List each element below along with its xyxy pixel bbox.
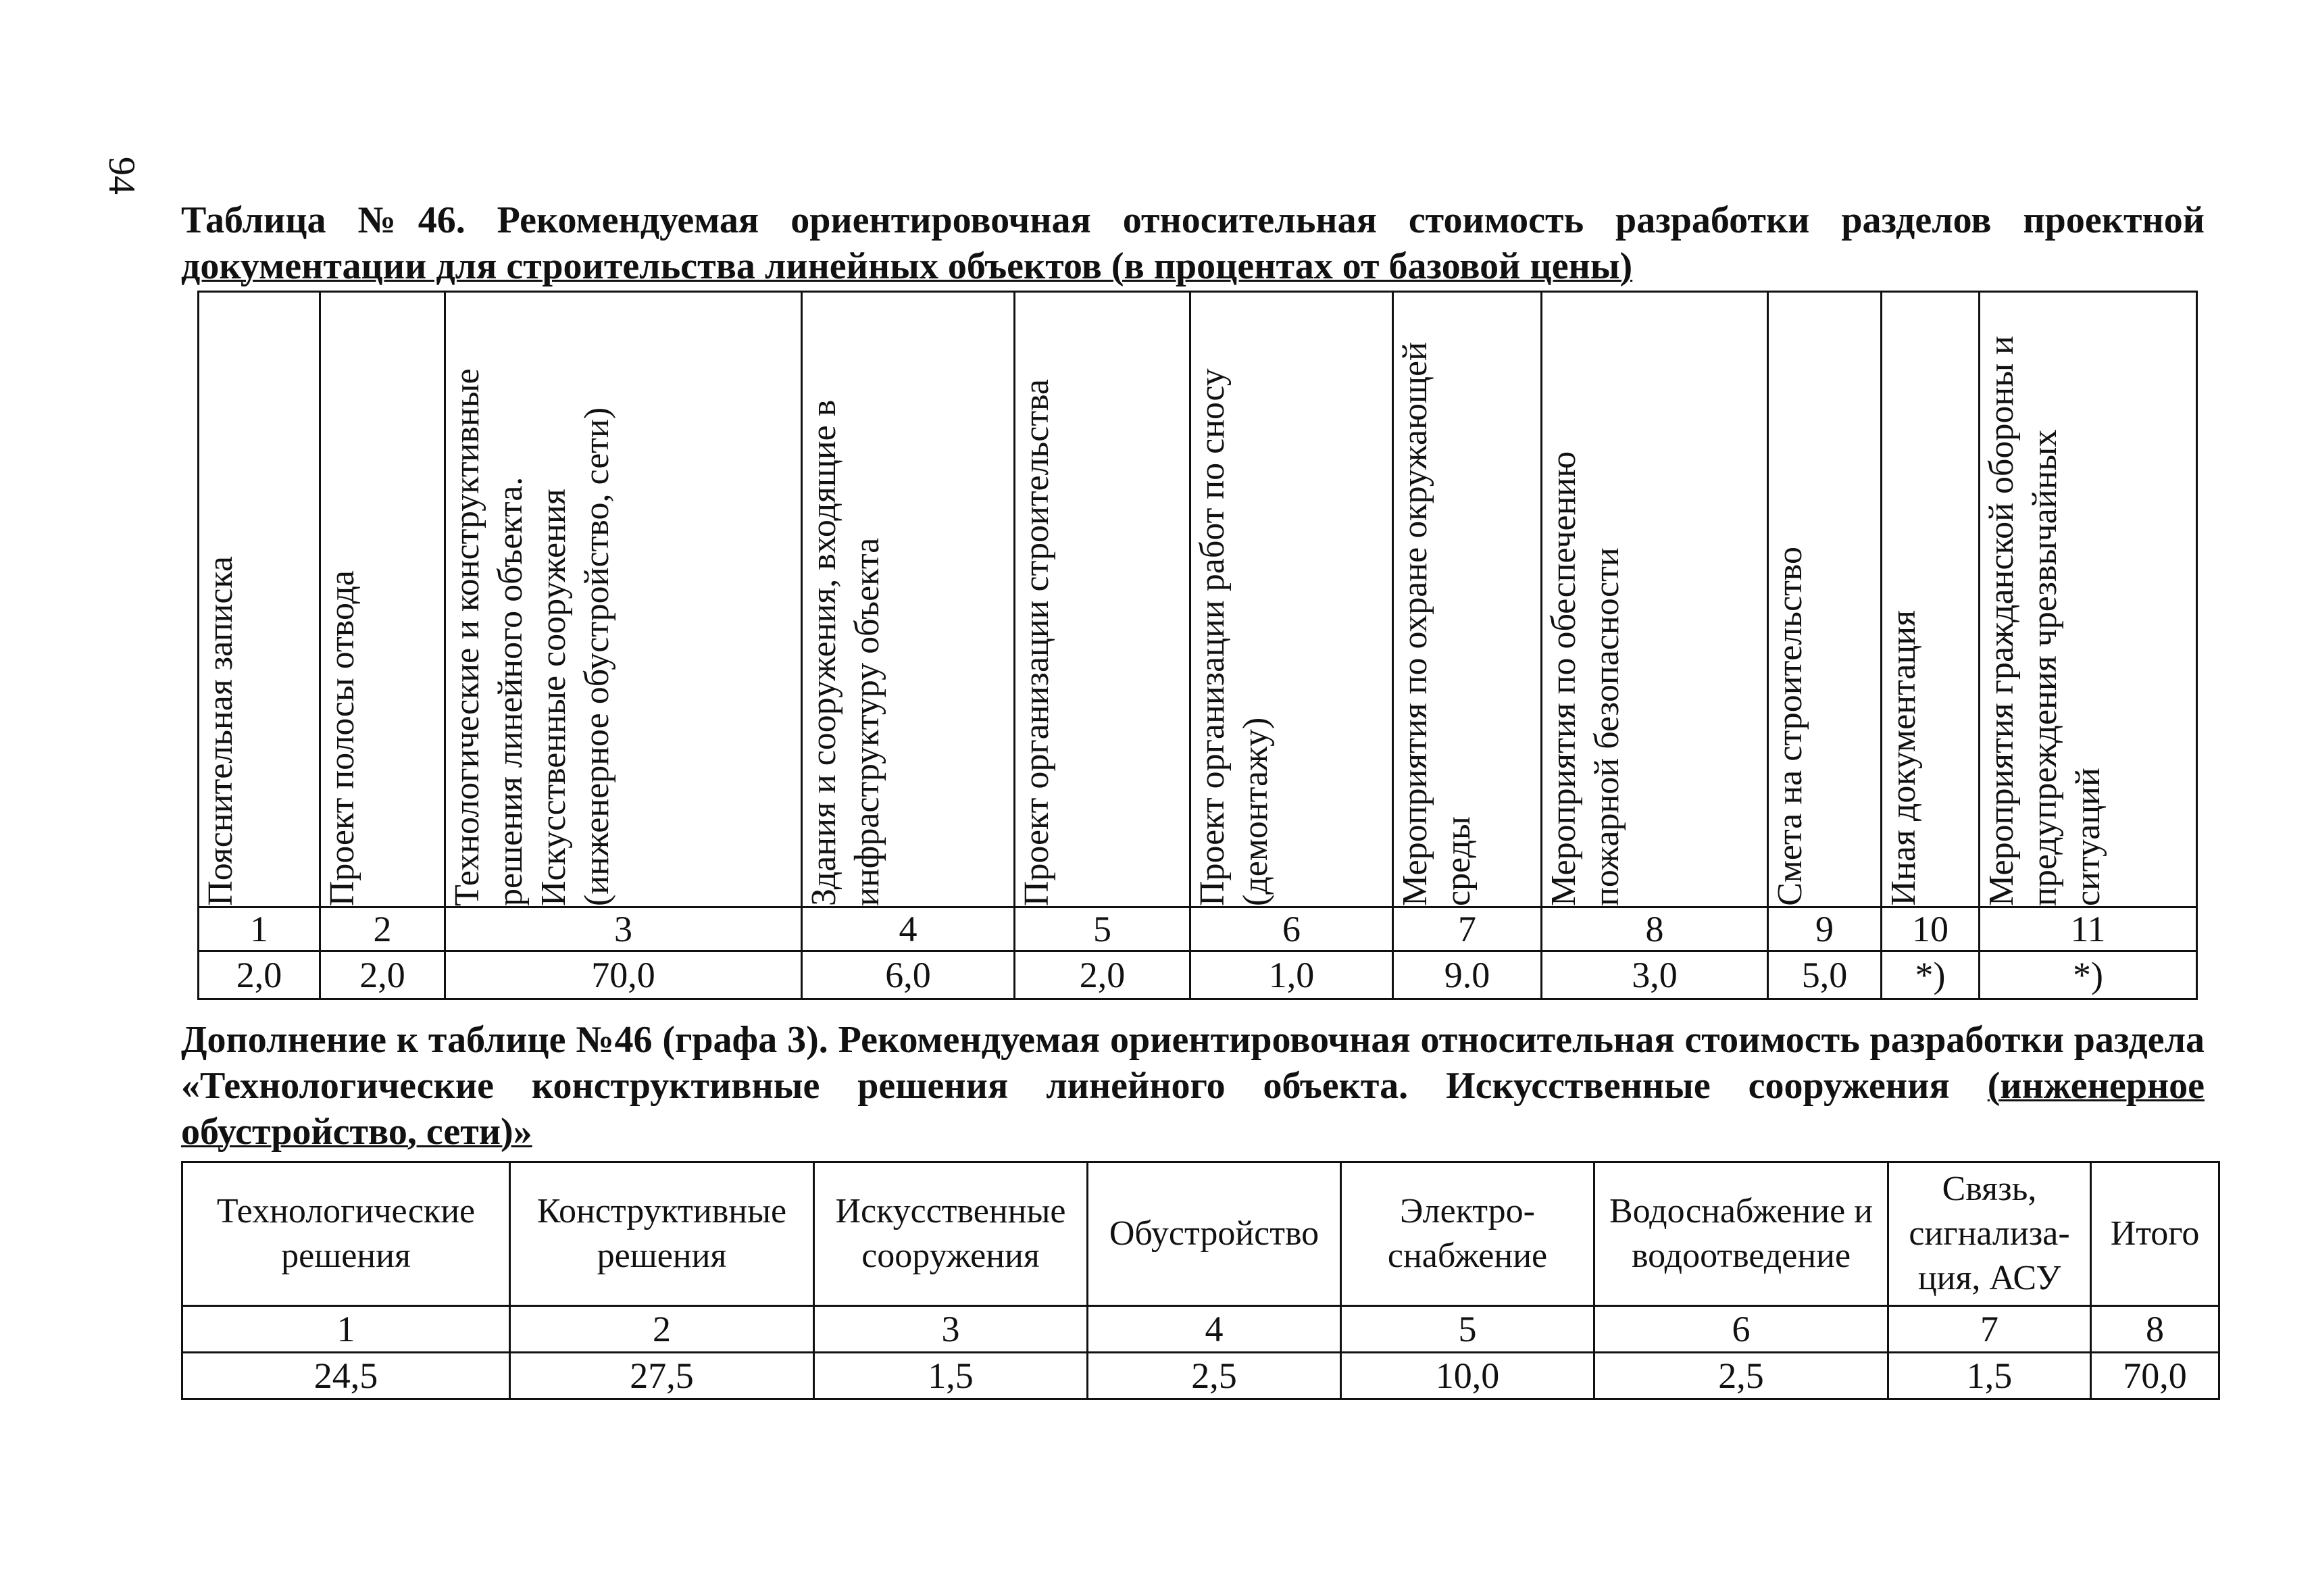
t1-header-8: Мероприятия по обеспечению пожарной безопасности: [1544, 451, 1626, 906]
t1-header-cell: [1980, 292, 2197, 907]
supplement-header-row: [182, 1162, 2219, 1306]
t2-col-number: 8: [2091, 1306, 2219, 1353]
t2-col-number: 1: [182, 1306, 510, 1353]
t1-value: 2,0: [199, 951, 320, 999]
t1-header-3: Технологические и конструктивные решения линейного объекта. Искусственные сооружения (инженерное обустройство, сети): [448, 368, 616, 906]
t2-col-number: 5: [1341, 1306, 1594, 1353]
t1-value: 3,0: [1542, 951, 1768, 999]
table-46-value-row: [199, 951, 2197, 999]
t2-value: 70,0: [2091, 1353, 2219, 1399]
supplement-number-row: [182, 1306, 2219, 1353]
supplement-table: [181, 1161, 2220, 1400]
t1-col-number: 6: [1190, 907, 1393, 951]
t1-value: 5,0: [1768, 951, 1882, 999]
t1-value: 9.0: [1393, 951, 1542, 999]
t1-header-cell: [445, 292, 802, 907]
page-number: 94: [101, 157, 143, 195]
t2-col-number: 2: [510, 1306, 814, 1353]
t1-header-11: Мероприятия гражданской обороны и предупреждения чрезвычайных ситуаций: [1982, 336, 2107, 906]
table-46-header-row: [199, 292, 2197, 907]
t1-header-5: Проект организации строительства: [1017, 378, 1056, 906]
supplement-caption: [181, 1017, 2205, 1155]
t2-value: 24,5: [182, 1353, 510, 1399]
t1-header-7: Мероприятия по охране окружающей среды: [1396, 342, 1478, 906]
table-46-caption-line2: документации для строительства линейных объектов (в процентах от базовой цены): [181, 245, 1633, 287]
t2-col-number: 3: [814, 1306, 1088, 1353]
t1-header-cell: [1393, 292, 1542, 907]
t1-header-9: Смета на строительство: [1771, 547, 1809, 906]
t2-value: 1,5: [814, 1353, 1088, 1399]
t1-value: 2,0: [320, 951, 445, 999]
t2-value: 1,5: [1888, 1353, 2091, 1399]
table-46-number-row: [199, 907, 2197, 951]
t1-value: 6,0: [802, 951, 1015, 999]
t1-value: 2,0: [1015, 951, 1190, 999]
t1-col-number: 4: [802, 907, 1015, 951]
t1-header-cell: [1882, 292, 1980, 907]
t1-header-2: Проект полосы отвода: [323, 570, 361, 906]
t2-value: 10,0: [1341, 1353, 1594, 1399]
t1-header-cell: [1768, 292, 1882, 907]
t1-col-number: 9: [1768, 907, 1882, 951]
t1-header-4: Здания и сооружения, входящие в инфраструктуру объекта: [805, 399, 886, 906]
t1-value: 70,0: [445, 951, 802, 999]
t1-header-10: Иная документация: [1884, 610, 1923, 906]
t1-col-number: 1: [199, 907, 320, 951]
t1-header-cell: [320, 292, 445, 907]
t2-col-number: 6: [1594, 1306, 1888, 1353]
t2-header-5: Электро- снабжение: [1341, 1162, 1594, 1306]
t2-col-number: 7: [1888, 1306, 2091, 1353]
t2-header-3: Искусственные сооружения: [814, 1162, 1088, 1306]
t1-header-1: Пояснительная записка: [201, 556, 240, 906]
t2-header-6: Водоснабжение и водоотведение: [1594, 1162, 1888, 1306]
t2-value: 27,5: [510, 1353, 814, 1399]
t2-header-8: Итого: [2091, 1162, 2219, 1306]
t1-header-cell: [1542, 292, 1768, 907]
t1-value: *): [1980, 951, 2197, 999]
t1-col-number: 10: [1882, 907, 1980, 951]
t2-header-2: Конструктивные решения: [510, 1162, 814, 1306]
t1-value: 1,0: [1190, 951, 1393, 999]
t1-header-cell: [802, 292, 1015, 907]
t2-value: 2,5: [1088, 1353, 1341, 1399]
t2-col-number: 4: [1088, 1306, 1341, 1353]
table-46: [197, 291, 2198, 1000]
t1-header-6: Проект организации работ по сносу (демонтажу): [1193, 368, 1275, 906]
t1-col-number: 11: [1980, 907, 2197, 951]
t1-col-number: 5: [1015, 907, 1190, 951]
t1-col-number: 2: [320, 907, 445, 951]
t2-value: 2,5: [1594, 1353, 1888, 1399]
table-46-caption: [181, 197, 2205, 289]
t1-col-number: 8: [1542, 907, 1768, 951]
t1-col-number: 3: [445, 907, 802, 951]
supplement-caption-line1: Дополнение к таблице №46 (графа 3). Рекомендуемая ориентировочная относительная стоимость разработки раздела «Технологические конструктивные решения линейного объекта. Искусственные сооружения: [181, 1019, 2205, 1107]
t1-header-cell: [199, 292, 320, 907]
supplement-value-row: [182, 1353, 2219, 1399]
t1-header-cell: [1190, 292, 1393, 907]
table-46-caption-line1: Таблица №46. Рекомендуемая ориентировочная относительная стоимость разработки разделов проектной: [181, 199, 2205, 241]
t2-header-1: Технологические решения: [182, 1162, 510, 1306]
t1-value: *): [1882, 951, 1980, 999]
t1-col-number: 7: [1393, 907, 1542, 951]
supplement-caption-line2: (инженерное обустройство, сети)»: [181, 1065, 2205, 1153]
t2-header-4: Обустройство: [1088, 1162, 1341, 1306]
t1-header-cell: [1015, 292, 1190, 907]
t2-header-7: Связь, сигнализа- ция, АСУ: [1888, 1162, 2091, 1306]
